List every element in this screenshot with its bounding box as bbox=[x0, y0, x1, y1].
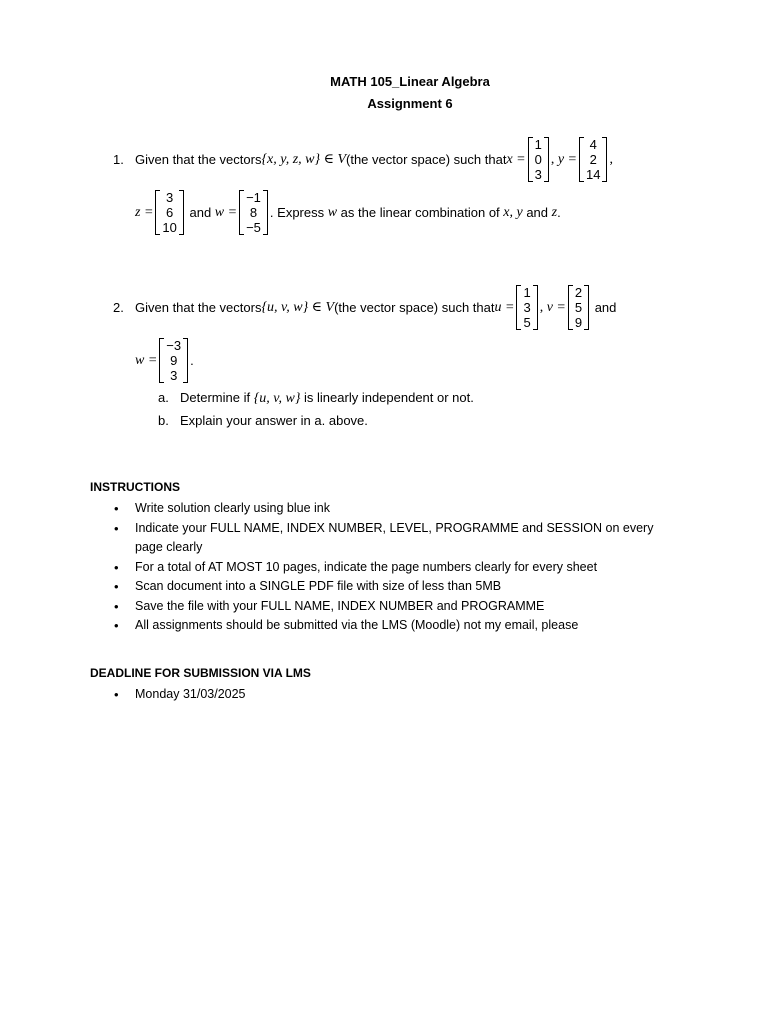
vector-x bbox=[528, 137, 549, 182]
vector-x-entry: 0 bbox=[534, 152, 542, 167]
vector-x-entry: 3 bbox=[534, 167, 542, 182]
part-a-set: {u, v, w} bbox=[253, 391, 301, 406]
vector-z-entry: 10 bbox=[162, 220, 177, 235]
question-1-line-2 bbox=[135, 190, 561, 235]
q2-text-b: (the vector space) such that bbox=[334, 300, 495, 315]
q1-y-label: y = bbox=[557, 151, 578, 167]
q2-and: and bbox=[591, 300, 617, 315]
vector-w-q2-entry: 9 bbox=[170, 353, 178, 368]
list-item: • Monday 31/03/2025 bbox=[90, 685, 670, 705]
list-item: • All assignments should be submitted via the LMS (Moodle) not my email, please bbox=[90, 616, 670, 636]
vector-w-entry: −5 bbox=[246, 220, 261, 235]
question-2-part-b bbox=[158, 413, 368, 428]
vector-x-entry: 1 bbox=[534, 137, 542, 152]
q1-and-2: and bbox=[522, 205, 552, 220]
q1-and: and bbox=[185, 205, 215, 220]
vector-v-entry: 9 bbox=[574, 315, 583, 330]
vector-z bbox=[155, 190, 183, 235]
q2-u-label: u = bbox=[494, 299, 515, 315]
vector-y-entry: 4 bbox=[589, 137, 597, 152]
part-b-label: b. bbox=[158, 413, 169, 428]
course-title: MATH 105_Linear Algebra bbox=[330, 74, 490, 89]
q1-text-c: . Express bbox=[269, 205, 328, 220]
vector-w bbox=[239, 190, 268, 235]
vector-z-entry: 6 bbox=[166, 205, 174, 220]
vector-y bbox=[579, 137, 607, 182]
question-2-part-a bbox=[158, 390, 474, 407]
vector-w-entry: 8 bbox=[249, 205, 258, 220]
q1-text-d: as the linear combination of bbox=[337, 205, 504, 220]
q2-w-label: w = bbox=[135, 352, 158, 368]
vector-w-q2-entry: −3 bbox=[166, 338, 182, 353]
vector-v-entry: 5 bbox=[574, 300, 583, 315]
vector-w-entry: −1 bbox=[246, 190, 261, 205]
q1-text-b: (the vector space) such that bbox=[346, 152, 507, 167]
list-item: • Write solution clearly using blue ink bbox=[90, 499, 670, 519]
deadline-heading: DEADLINE FOR SUBMISSION VIA LMS bbox=[90, 666, 311, 680]
q1-z-label: z = bbox=[135, 204, 154, 220]
question-1-number: 1. bbox=[113, 152, 124, 167]
q1-x-label: x = bbox=[506, 151, 526, 167]
vector-u bbox=[516, 285, 537, 330]
instructions-list bbox=[90, 499, 670, 636]
q2-v-label: v = bbox=[546, 299, 566, 315]
part-a-text-1: Determine if bbox=[180, 390, 254, 405]
vector-y-entry: 14 bbox=[586, 167, 601, 182]
list-item: • Scan document into a SINGLE PDF file with size of less than 5MB bbox=[90, 577, 670, 597]
q1-w-var: w bbox=[327, 204, 338, 220]
vector-w-q2-entry: 3 bbox=[170, 368, 178, 383]
vector-w-q2 bbox=[159, 338, 188, 383]
q2-vector-set: {u, v, w} ∈ V bbox=[261, 300, 335, 315]
part-a-text-2: is linearly independent or not. bbox=[300, 390, 474, 405]
list-item: • Indicate your FULL NAME, INDEX NUMBER, LEVEL, PROGRAMME and SESSION on every page clearly bbox=[90, 519, 670, 558]
deadline-list bbox=[90, 685, 670, 705]
instructions-heading: INSTRUCTIONS bbox=[90, 480, 180, 494]
question-2-number: 2. bbox=[113, 300, 124, 315]
question-1-line-1: 1. Given that the vectors {x, y, z, w} ∈ V (the vector space) such that x = 1 0 3 , y = 4 2 14 , bbox=[113, 137, 613, 182]
q1-xy-vars: x, y bbox=[503, 204, 523, 220]
vector-z-entry: 3 bbox=[166, 190, 174, 205]
list-item: • For a total of AT MOST 10 pages, indicate the page numbers clearly for every sheet bbox=[90, 558, 670, 578]
vector-v-entry: 2 bbox=[574, 285, 583, 300]
q1-vector-set: {x, y, z, w} ∈ V bbox=[261, 152, 347, 167]
q1-w-label: w = bbox=[214, 204, 238, 220]
question-2-line-1: 2. Given that the vectors {u, v, w} ∈ V (the vector space) such that u = 1 3 5 , v = 2 5 9 and bbox=[113, 285, 617, 330]
part-b-text: Explain your answer in a. above. bbox=[180, 413, 368, 428]
vector-u-entry: 1 bbox=[523, 285, 531, 300]
part-a-label: a. bbox=[158, 390, 169, 405]
q1-period: . bbox=[557, 205, 561, 220]
q1-text-a: Given that the vectors bbox=[135, 152, 262, 167]
question-2-line-2: w = −3 9 3 . bbox=[135, 338, 194, 383]
vector-y-entry: 2 bbox=[589, 152, 597, 167]
q1-z-var: z bbox=[551, 204, 558, 220]
vector-u-entry: 3 bbox=[523, 300, 531, 315]
assignment-title: Assignment 6 bbox=[367, 96, 453, 111]
vector-v bbox=[568, 285, 589, 330]
vector-u-entry: 5 bbox=[523, 315, 531, 330]
q2-text-a: Given that the vectors bbox=[135, 300, 262, 315]
list-item: • Save the file with your FULL NAME, INDEX NUMBER and PROGRAMME bbox=[90, 597, 670, 617]
